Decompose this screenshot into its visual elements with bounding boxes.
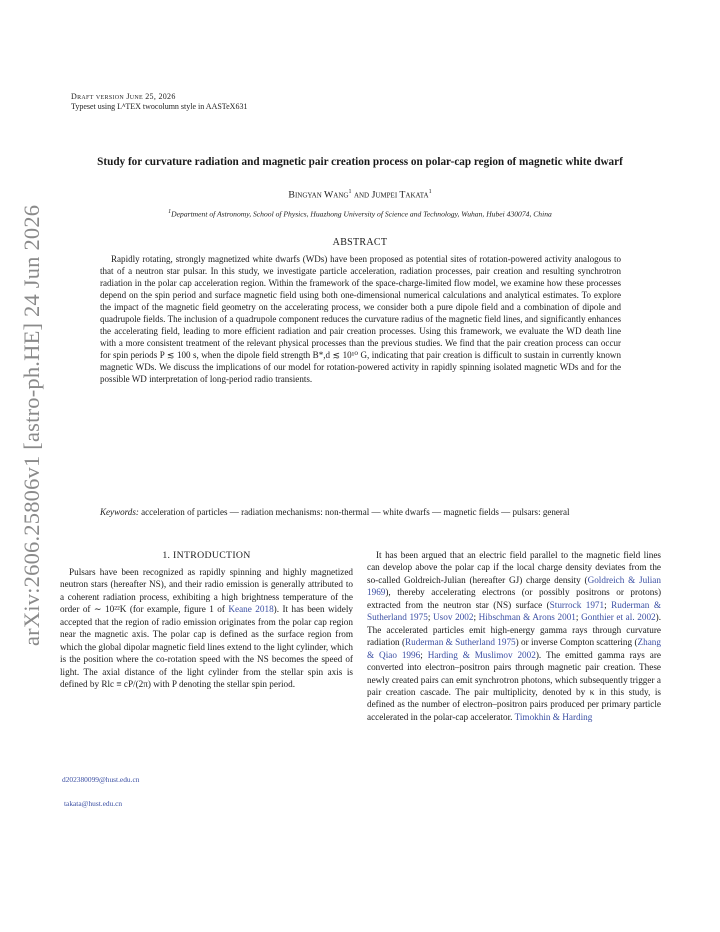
corresponding-emails bbox=[62, 768, 139, 816]
keywords-label: Keywords: bbox=[100, 507, 139, 517]
paper-title: Study for curvature radiation and magnetic pair creation process on polar-cap region of magnetic white dwarf bbox=[97, 156, 623, 168]
intro-left-column bbox=[60, 566, 353, 691]
arxiv-identifier-stamp: arXiv:2606.25806v1 [astro-ph.HE] 24 Jun 2026 bbox=[19, 204, 44, 646]
body-text: ), thereby accelerating electrons (or possibly positrons or protons) extracted from the neutron star (NS) surface ( bbox=[367, 587, 661, 610]
body-text: ; bbox=[427, 612, 434, 623]
author-conjunction: and bbox=[353, 189, 370, 201]
citation-link[interactable]: Usov 2002 bbox=[433, 612, 474, 623]
affiliation-marker: 1 bbox=[168, 209, 172, 215]
citation-link[interactable]: Zhang & Qiao 1996 bbox=[367, 637, 661, 660]
affiliation-text: Department of Astronomy, School of Physics, Huazhong University of Science and Technology, Wuhan, Hubei 430074, China bbox=[171, 209, 552, 219]
abstract-text: Rapidly rotating, strongly magnetized white dwarfs (WDs) have been proposed as potential sites of rotation-powered activity analogous to that of a neutron star pulsar. In this study, we investigate particle acceleration, radiation processes, pair creation and resulting synchrotron radiation in the polar cap acceleration region. Within the framework of the space-charge-limited flow model, we examine how these processes depend on the spin period and surface magnetic field using both one-dimensional numerical calculations and analytical estimates. To explore the impact of the magnetic field geometry on the accelerating process, we consider both a pure dipole field and a combination of dipole and quadrupole fields. The inclusion of a quadrupole component reduces the curvature radius of the magnetic field lines, and significantly enhances the accelerating field, leading to more efficient radiation and pair creation processes. Using this framework, we evaluate the WD death line with a more consistent treatment of the relevant physical processes than the previous studies. We find that the pair creation process can occur for spin periods P ≲ 100 s, when the dipole field strength B*,d ≲ 10¹⁰ G, indicating that pair creation is difficult to sustain in currently known magnetic WDs. We discuss the implications of our model for rotation-powered activity in rapidly spinning isolated magnetic WDs and for the possible WD interpretation of long-period radio transients. bbox=[100, 254, 621, 385]
page-header bbox=[71, 92, 247, 112]
citation-link[interactable]: Hibschman & Arons 2001 bbox=[478, 612, 576, 623]
author-name: Jumpei Takata bbox=[371, 189, 429, 201]
affiliation-marker: 1 bbox=[428, 189, 432, 195]
body-text: ). It has been widely accepted that the region of radio emission originates from the polar cap region near the magnetic axis. The polar cap is defined as the surface region from which the global dipolar magnetic field lines extend to the light cylinder, which is the position where the co-rotation speed with the NS becomes the speed of light. The axial distance of the light cylinder from the stellar spin axis is defined by Rlc ≡ cP/(2π) with P denoting the stellar spin period. bbox=[60, 604, 353, 690]
body-text: ; bbox=[420, 649, 428, 660]
citation-link[interactable]: Timokhin & Harding bbox=[514, 711, 593, 722]
draft-version-line: Draft version June 25, 2026 bbox=[71, 92, 176, 101]
citation-link[interactable]: Ruderman & Sutherland 1975 bbox=[405, 637, 516, 648]
author-list bbox=[64, 189, 656, 200]
affiliation bbox=[64, 209, 656, 219]
citation-link[interactable]: Goldreich & Julian 1969 bbox=[367, 574, 661, 598]
keywords-text: acceleration of particles — radiation mechanisms: non-thermal — white dwarfs — magnetic fields — pulsars: general bbox=[141, 507, 570, 517]
citation-link[interactable]: Keane 2018 bbox=[228, 604, 274, 615]
citation-link[interactable]: Harding & Muslimov 2002 bbox=[427, 649, 536, 660]
body-text: ; bbox=[604, 599, 612, 610]
body-text: ; bbox=[473, 612, 479, 623]
body-text: Pulsars have been recognized as rapidly spinning and highly magnetized neutron stars (hereafter NS), and their radio emission is generally attributed to a coherent radiation process, exhibiting a high brightness temperature of the order of ∼ 10²²K (for example, figure 1 of bbox=[60, 567, 353, 615]
section-heading-introduction: 1. INTRODUCTION bbox=[162, 550, 251, 561]
body-text: ). The accelerated particles emit high-energy gamma rays through curvature radiation ( bbox=[367, 612, 661, 648]
keywords bbox=[100, 505, 621, 520]
intro-right-column bbox=[367, 549, 661, 723]
affiliation-marker: 1 bbox=[348, 189, 352, 195]
body-text: ; bbox=[575, 612, 582, 623]
author-name: Bingyan Wang bbox=[288, 189, 349, 201]
typeset-line: Typeset using LᴬTEX twocolumn style in AASTeX631 bbox=[71, 102, 248, 111]
abstract-heading: ABSTRACT bbox=[332, 237, 388, 248]
citation-link[interactable]: Ruderman & Sutherland 1975 bbox=[367, 599, 661, 623]
citation-link[interactable]: Gonthier et al. 2002 bbox=[581, 612, 656, 623]
body-text: It has been argued that an electric field parallel to the magnetic field lines can develop above the polar cap if the local charge density deviates from the so-called Goldreich-Julian (hereafter GJ) charge density ( bbox=[367, 550, 661, 585]
body-text: ). The emitted gamma rays are converted into electron–positron pairs through magnetic pair creation. These newly created pairs can emit synchrotron photons, which subsequently trigger a pair creation cascade. The pair multiplicity, denoted by κ in this study, is defined as the number of electron–positron pairs produced per primary particle accelerated in the polar-cap accelerator. bbox=[367, 649, 662, 722]
citation-link[interactable]: Sturrock 1971 bbox=[549, 599, 605, 610]
email-link[interactable]: takata@hust.edu.cn bbox=[64, 799, 123, 808]
body-text: ) or inverse Compton scattering ( bbox=[515, 637, 638, 648]
email-link[interactable]: d202380099@hust.edu.cn bbox=[62, 775, 140, 784]
